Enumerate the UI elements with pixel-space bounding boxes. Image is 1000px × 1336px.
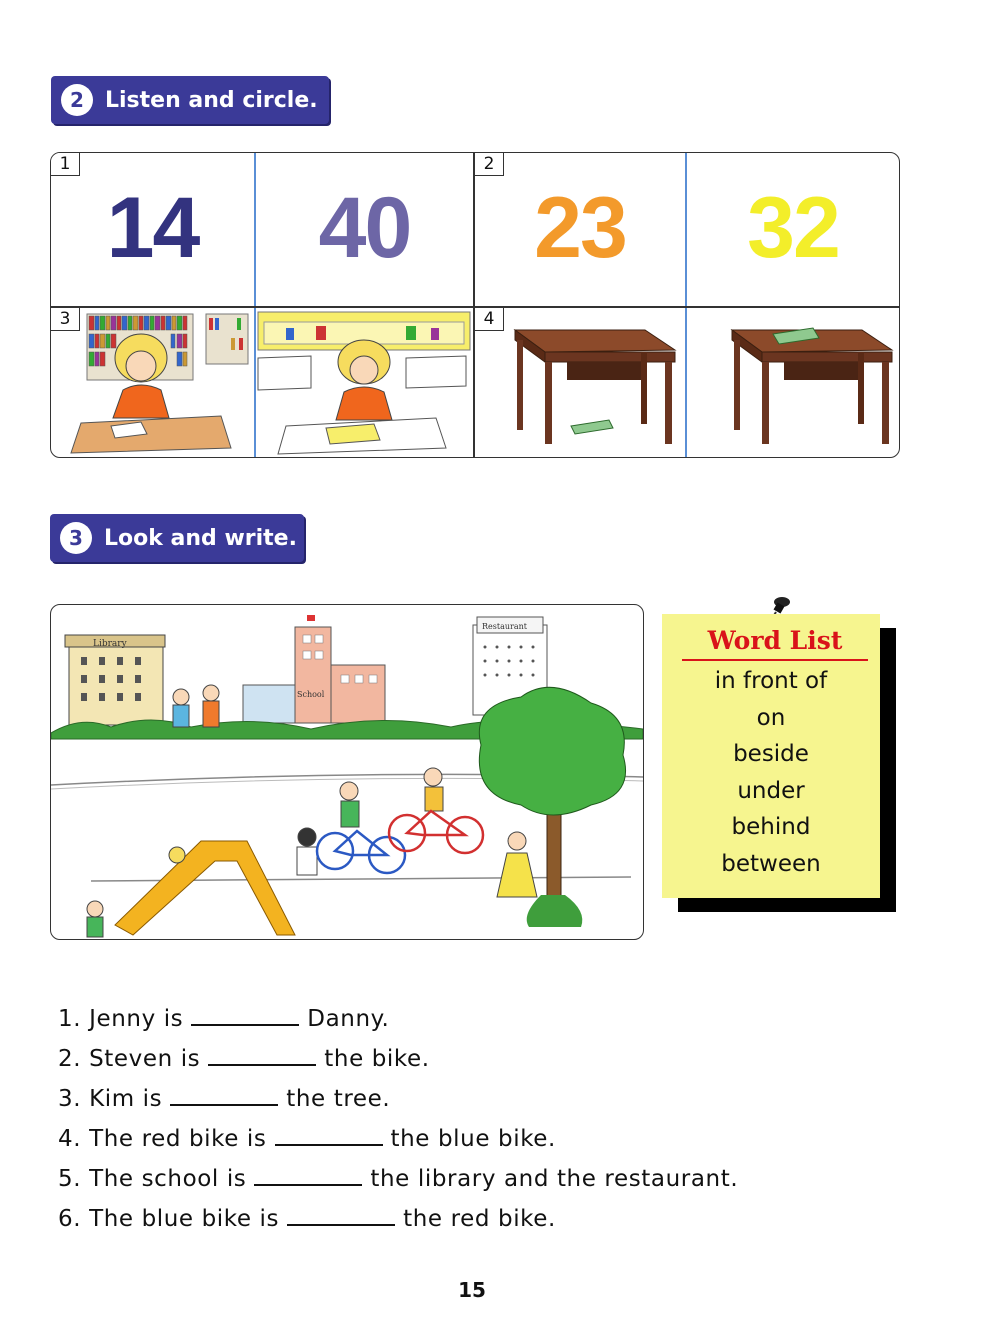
sentence-before: The blue bike is: [89, 1206, 280, 1232]
sentence-before: The school is: [89, 1166, 247, 1192]
school-building: [295, 627, 331, 723]
question-1-label: 1: [51, 153, 80, 176]
answer-blank-6[interactable]: [287, 1198, 395, 1226]
sentence-number: 1.: [58, 1006, 82, 1032]
pencil-box-under-desk-picture[interactable]: [475, 308, 685, 457]
word-list-item: in front of: [714, 668, 828, 694]
option-14[interactable]: 14: [106, 180, 199, 276]
word-list-item: on: [756, 704, 786, 731]
section-2-header: [51, 76, 329, 124]
library-sign: Library: [93, 639, 127, 649]
sentence-before: The red bike is: [89, 1126, 267, 1152]
question-3-label: 3: [51, 308, 80, 331]
answer-blank-4[interactable]: [275, 1118, 383, 1146]
sentence-after: the blue bike.: [390, 1126, 556, 1152]
sentence-1: [58, 998, 738, 1038]
sentence-after: the bike.: [324, 1046, 430, 1072]
listen-and-circle-grid: [50, 152, 900, 458]
word-list-item: between: [721, 850, 821, 877]
sentence-2: [58, 1038, 738, 1078]
word-list-item: beside: [733, 741, 809, 768]
option-40[interactable]: 40: [318, 180, 411, 276]
slide: [115, 841, 295, 935]
section-2-title: Listen and circle.: [105, 87, 318, 113]
sentence-4: [58, 1118, 738, 1158]
sentence-5: [58, 1158, 738, 1198]
answer-blank-1[interactable]: [191, 998, 299, 1026]
section-2-number: 2: [61, 84, 93, 116]
section-3-header: [50, 514, 304, 562]
word-list-note: [662, 614, 880, 898]
pencil-box-on-desk-picture[interactable]: [687, 308, 899, 457]
restaurant-sign: Restaurant: [482, 622, 527, 631]
school-sign: School: [297, 690, 325, 699]
sentence-number: 3.: [58, 1086, 82, 1112]
sentence-6: [58, 1198, 738, 1238]
sentence-after: Danny.: [307, 1006, 390, 1032]
question-2-label: 2: [475, 153, 504, 176]
sentence-after: the tree.: [286, 1086, 391, 1112]
sentence-3: [58, 1078, 738, 1118]
section-3-title: Look and write.: [104, 525, 297, 551]
question-4-label: 4: [475, 308, 504, 331]
sentence-before: Jenny is: [89, 1006, 184, 1032]
section-3-number: 3: [60, 522, 92, 554]
option-32[interactable]: 32: [747, 180, 839, 276]
girl-in-classroom-picture[interactable]: [256, 308, 473, 457]
sentence-after: the red bike.: [403, 1206, 556, 1232]
sentence-number: 5.: [58, 1166, 82, 1192]
girl-in-library-picture[interactable]: [51, 308, 254, 457]
park-scene-picture: [50, 604, 644, 940]
word-list-title: Word List: [682, 626, 868, 661]
fill-in-sentences: [58, 998, 738, 1238]
sentence-number: 2.: [58, 1046, 82, 1072]
word-list-item: behind: [731, 814, 811, 841]
option-23[interactable]: 23: [534, 180, 626, 276]
answer-blank-5[interactable]: [254, 1158, 362, 1186]
sentence-number: 4.: [58, 1126, 82, 1152]
word-list-item: under: [737, 777, 805, 804]
sentence-before: Kim is: [89, 1086, 163, 1112]
sentence-after: the library and the restaurant.: [370, 1166, 739, 1192]
answer-blank-2[interactable]: [208, 1038, 316, 1066]
sentence-before: Steven is: [89, 1046, 201, 1072]
sentence-number: 6.: [58, 1206, 82, 1232]
page-number: 15: [458, 1278, 486, 1302]
answer-blank-3[interactable]: [170, 1078, 278, 1106]
